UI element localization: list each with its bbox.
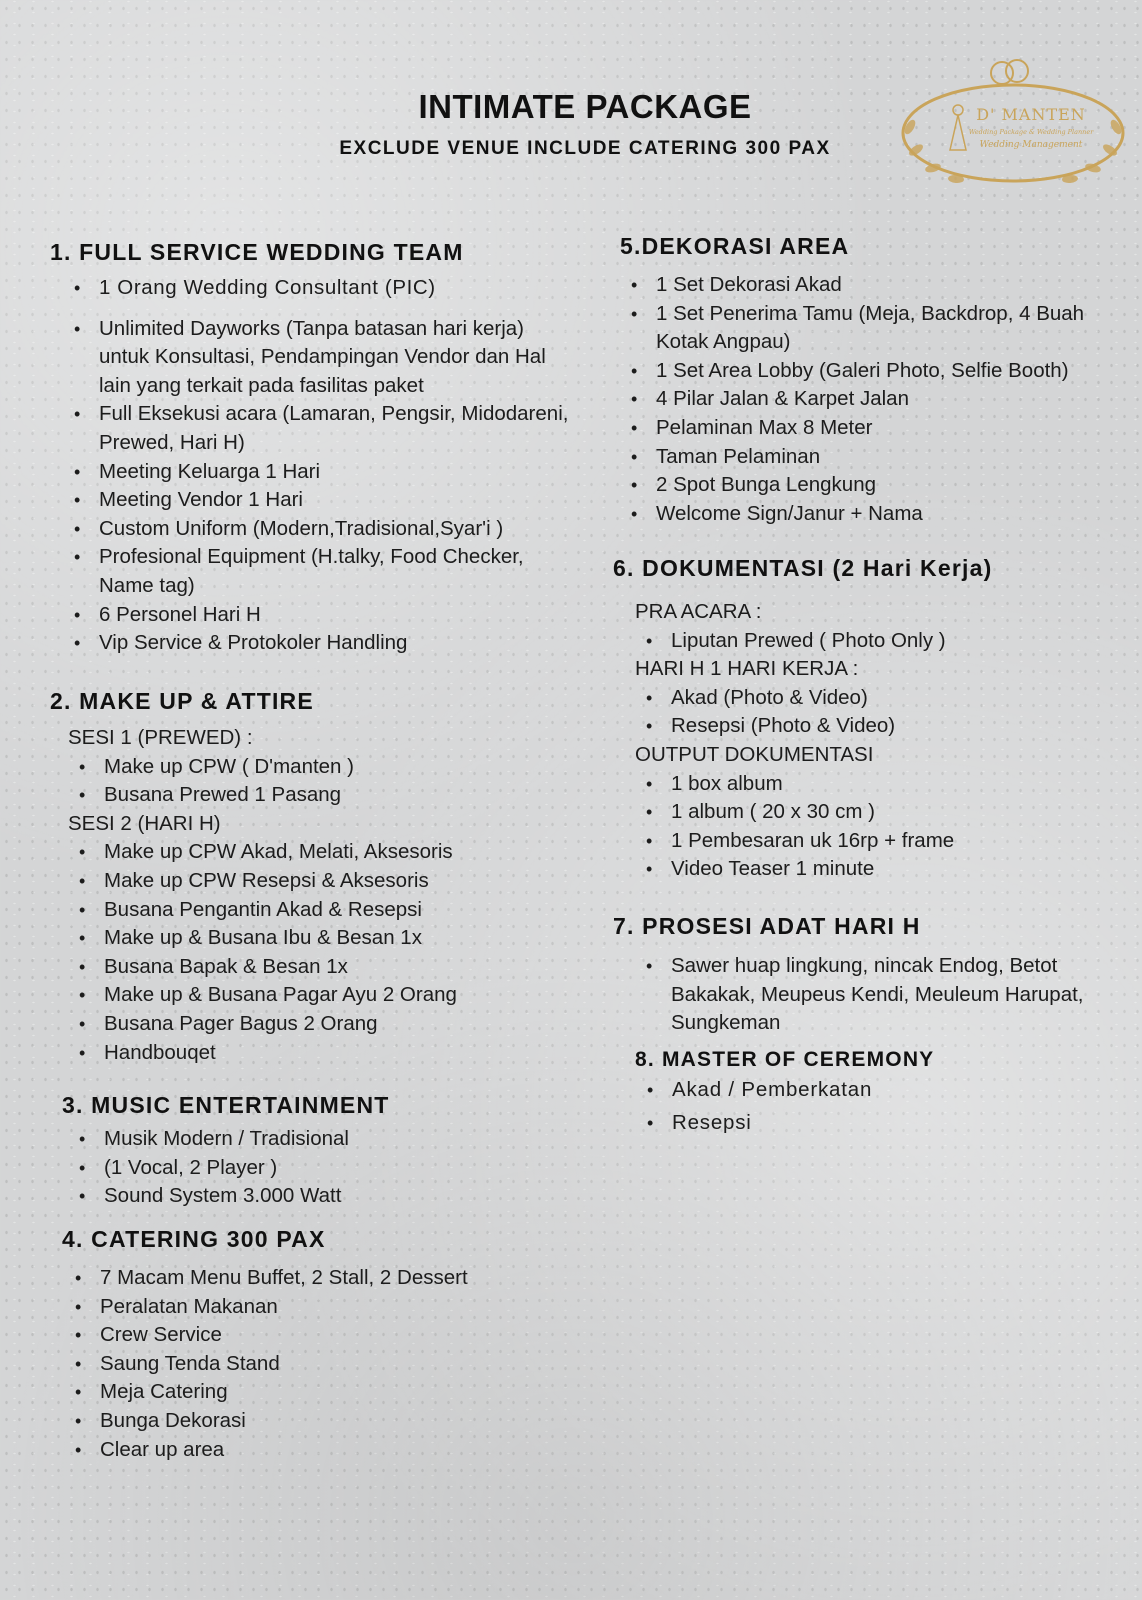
section-title: 4. CATERING 300 PAX — [62, 1226, 326, 1252]
list-item: • Busana Pager Bagus 2 Orang — [104, 1010, 610, 1039]
logo-script: Wedding Management — [979, 140, 1083, 150]
list-item: • Akad (Photo & Video) — [671, 684, 1123, 713]
list-item: • (1 Vocal, 2 Player ) — [104, 1154, 602, 1183]
logo-name: D' MANTEN — [976, 105, 1086, 124]
section-title: 2. MAKE UP & ATTIRE — [50, 688, 314, 714]
dmanten-logo — [898, 55, 1128, 190]
page-title: INTIMATE PACKAGE — [418, 88, 752, 125]
section-title: 8. MASTER OF CEREMONY — [635, 1048, 935, 1071]
section-title: 3. MUSIC ENTERTAINMENT — [62, 1092, 390, 1118]
list-item: • Peralatan Makanan — [100, 1293, 602, 1322]
list-item: • 1 album ( 20 x 30 cm ) — [671, 798, 1123, 827]
section-title: 6. DOKUMENTASI (2 Hari Kerja) — [613, 555, 993, 581]
list-item: • 1 Set Penerima Tamu (Meja, Backdrop, 4 Buah Kotak Angpau) — [656, 300, 1116, 357]
list-item: • Resepsi — [672, 1109, 1115, 1138]
list-item: • 1 Set Dekorasi Akad — [656, 271, 1120, 300]
list-item: • 1 box album — [671, 770, 1123, 799]
list-item: • Musik Modern / Tradisional — [104, 1125, 602, 1154]
sesi-1-label: SESI 1 (PREWED) : — [68, 726, 253, 749]
list-item: • Make up & Busana Pagar Ayu 2 Orang — [104, 981, 610, 1010]
list-item: • 1 Set Area Lobby (Galeri Photo, Selfie Booth) — [656, 357, 1120, 386]
list-item: • Busana Pengantin Akad & Resepsi — [104, 896, 610, 925]
section-4 — [62, 1226, 602, 1464]
section-8 — [635, 1048, 1115, 1137]
section-7 — [613, 913, 1123, 1038]
list-item: • Vip Service & Protokoler Handling — [99, 629, 610, 658]
list-item: • 7 Macam Menu Buffet, 2 Stall, 2 Dessert — [100, 1264, 602, 1293]
list-item: • Pelaminan Max 8 Meter — [656, 414, 1120, 443]
list-item: • Make up CPW Resepsi & Aksesoris — [104, 867, 610, 896]
list-item: • Crew Service — [100, 1321, 602, 1350]
list-item: • Make up CPW Akad, Melati, Aksesoris — [104, 838, 610, 867]
section-title: 5.DEKORASI AREA — [620, 233, 850, 259]
list-item: • Profesional Equipment (H.talky, Food Checker, Name tag) — [99, 543, 559, 600]
list-item: • Welcome Sign/Janur + Nama — [656, 500, 1120, 529]
logo-text — [946, 105, 1116, 150]
list-item: • Sawer huap lingkung, nincak Endog, Betot Bakakak, Meupeus Kendi, Meuleum Harupat, Sungkeman — [671, 952, 1116, 1038]
section-title: 1. FULL SERVICE WEDDING TEAM — [50, 239, 464, 265]
list-item: • Full Eksekusi acara (Lamaran, Pengsir, Midodareni, Prewed, Hari H) — [99, 400, 599, 457]
list-item: • Meja Catering — [100, 1378, 602, 1407]
list-item: • Resepsi (Photo & Video) — [671, 712, 1123, 741]
list-item: • Unlimited Dayworks (Tanpa batasan hari kerja) untuk Konsultasi, Pendampingan Vendor dan Hal lain yang terkait pada fasilitas paket — [99, 315, 569, 401]
list-item: • 4 Pilar Jalan & Karpet Jalan — [656, 385, 1120, 414]
list-item: • 1 Pembesaran uk 16rp + frame — [671, 827, 1123, 856]
list-item: • Bunga Dekorasi — [100, 1407, 602, 1436]
list-item: • Meeting Keluarga 1 Hari — [99, 458, 610, 487]
list-item: • Busana Prewed 1 Pasang — [104, 781, 610, 810]
list-item: • 6 Personel Hari H — [99, 601, 610, 630]
list-item: • Sound System 3.000 Watt — [104, 1182, 602, 1211]
sesi-2-label: SESI 2 (HARI H) — [68, 811, 221, 835]
list-item: • Meeting Vendor 1 Hari — [99, 486, 610, 515]
logo-tagline: Wedding Package & Wedding Planner — [968, 128, 1094, 136]
list-item: • Akad / Pemberkatan — [672, 1076, 1115, 1105]
section-3 — [62, 1092, 602, 1211]
output-label: OUTPUT DOKUMENTASI — [635, 742, 874, 766]
section-title: 7. PROSESI ADAT HARI H — [613, 913, 921, 939]
hari-h-label: HARI H 1 HARI KERJA : — [635, 657, 859, 681]
section-5 — [620, 233, 1120, 528]
list-item: • 2 Spot Bunga Lengkung — [656, 471, 1120, 500]
list-item: • Taman Pelaminan — [656, 443, 1120, 472]
list-item: • Custom Uniform (Modern,Tradisional,Syar'i ) — [99, 515, 610, 544]
list-item: • Clear up area — [100, 1436, 602, 1465]
list-item: • Make up CPW ( D'manten ) — [104, 753, 610, 782]
section-1 — [50, 239, 610, 658]
list-item: • Video Teaser 1 minute — [671, 855, 1123, 884]
list-item: • Liputan Prewed ( Photo Only ) — [671, 627, 1123, 656]
pra-acara-label: PRA ACARA : — [635, 600, 762, 623]
list-item: • 1 Orang Wedding Consultant (PIC) — [99, 274, 610, 303]
list-item: • Saung Tenda Stand — [100, 1350, 602, 1379]
list-item: • Handbouqet — [104, 1039, 610, 1068]
section-6 — [613, 555, 1123, 884]
list-item: • Busana Bapak & Besan 1x — [104, 953, 610, 982]
page-subtitle: EXCLUDE VENUE INCLUDE CATERING 300 PAX — [339, 138, 831, 159]
section-2 — [50, 688, 610, 1067]
list-item: • Make up & Busana Ibu & Besan 1x — [104, 924, 610, 953]
